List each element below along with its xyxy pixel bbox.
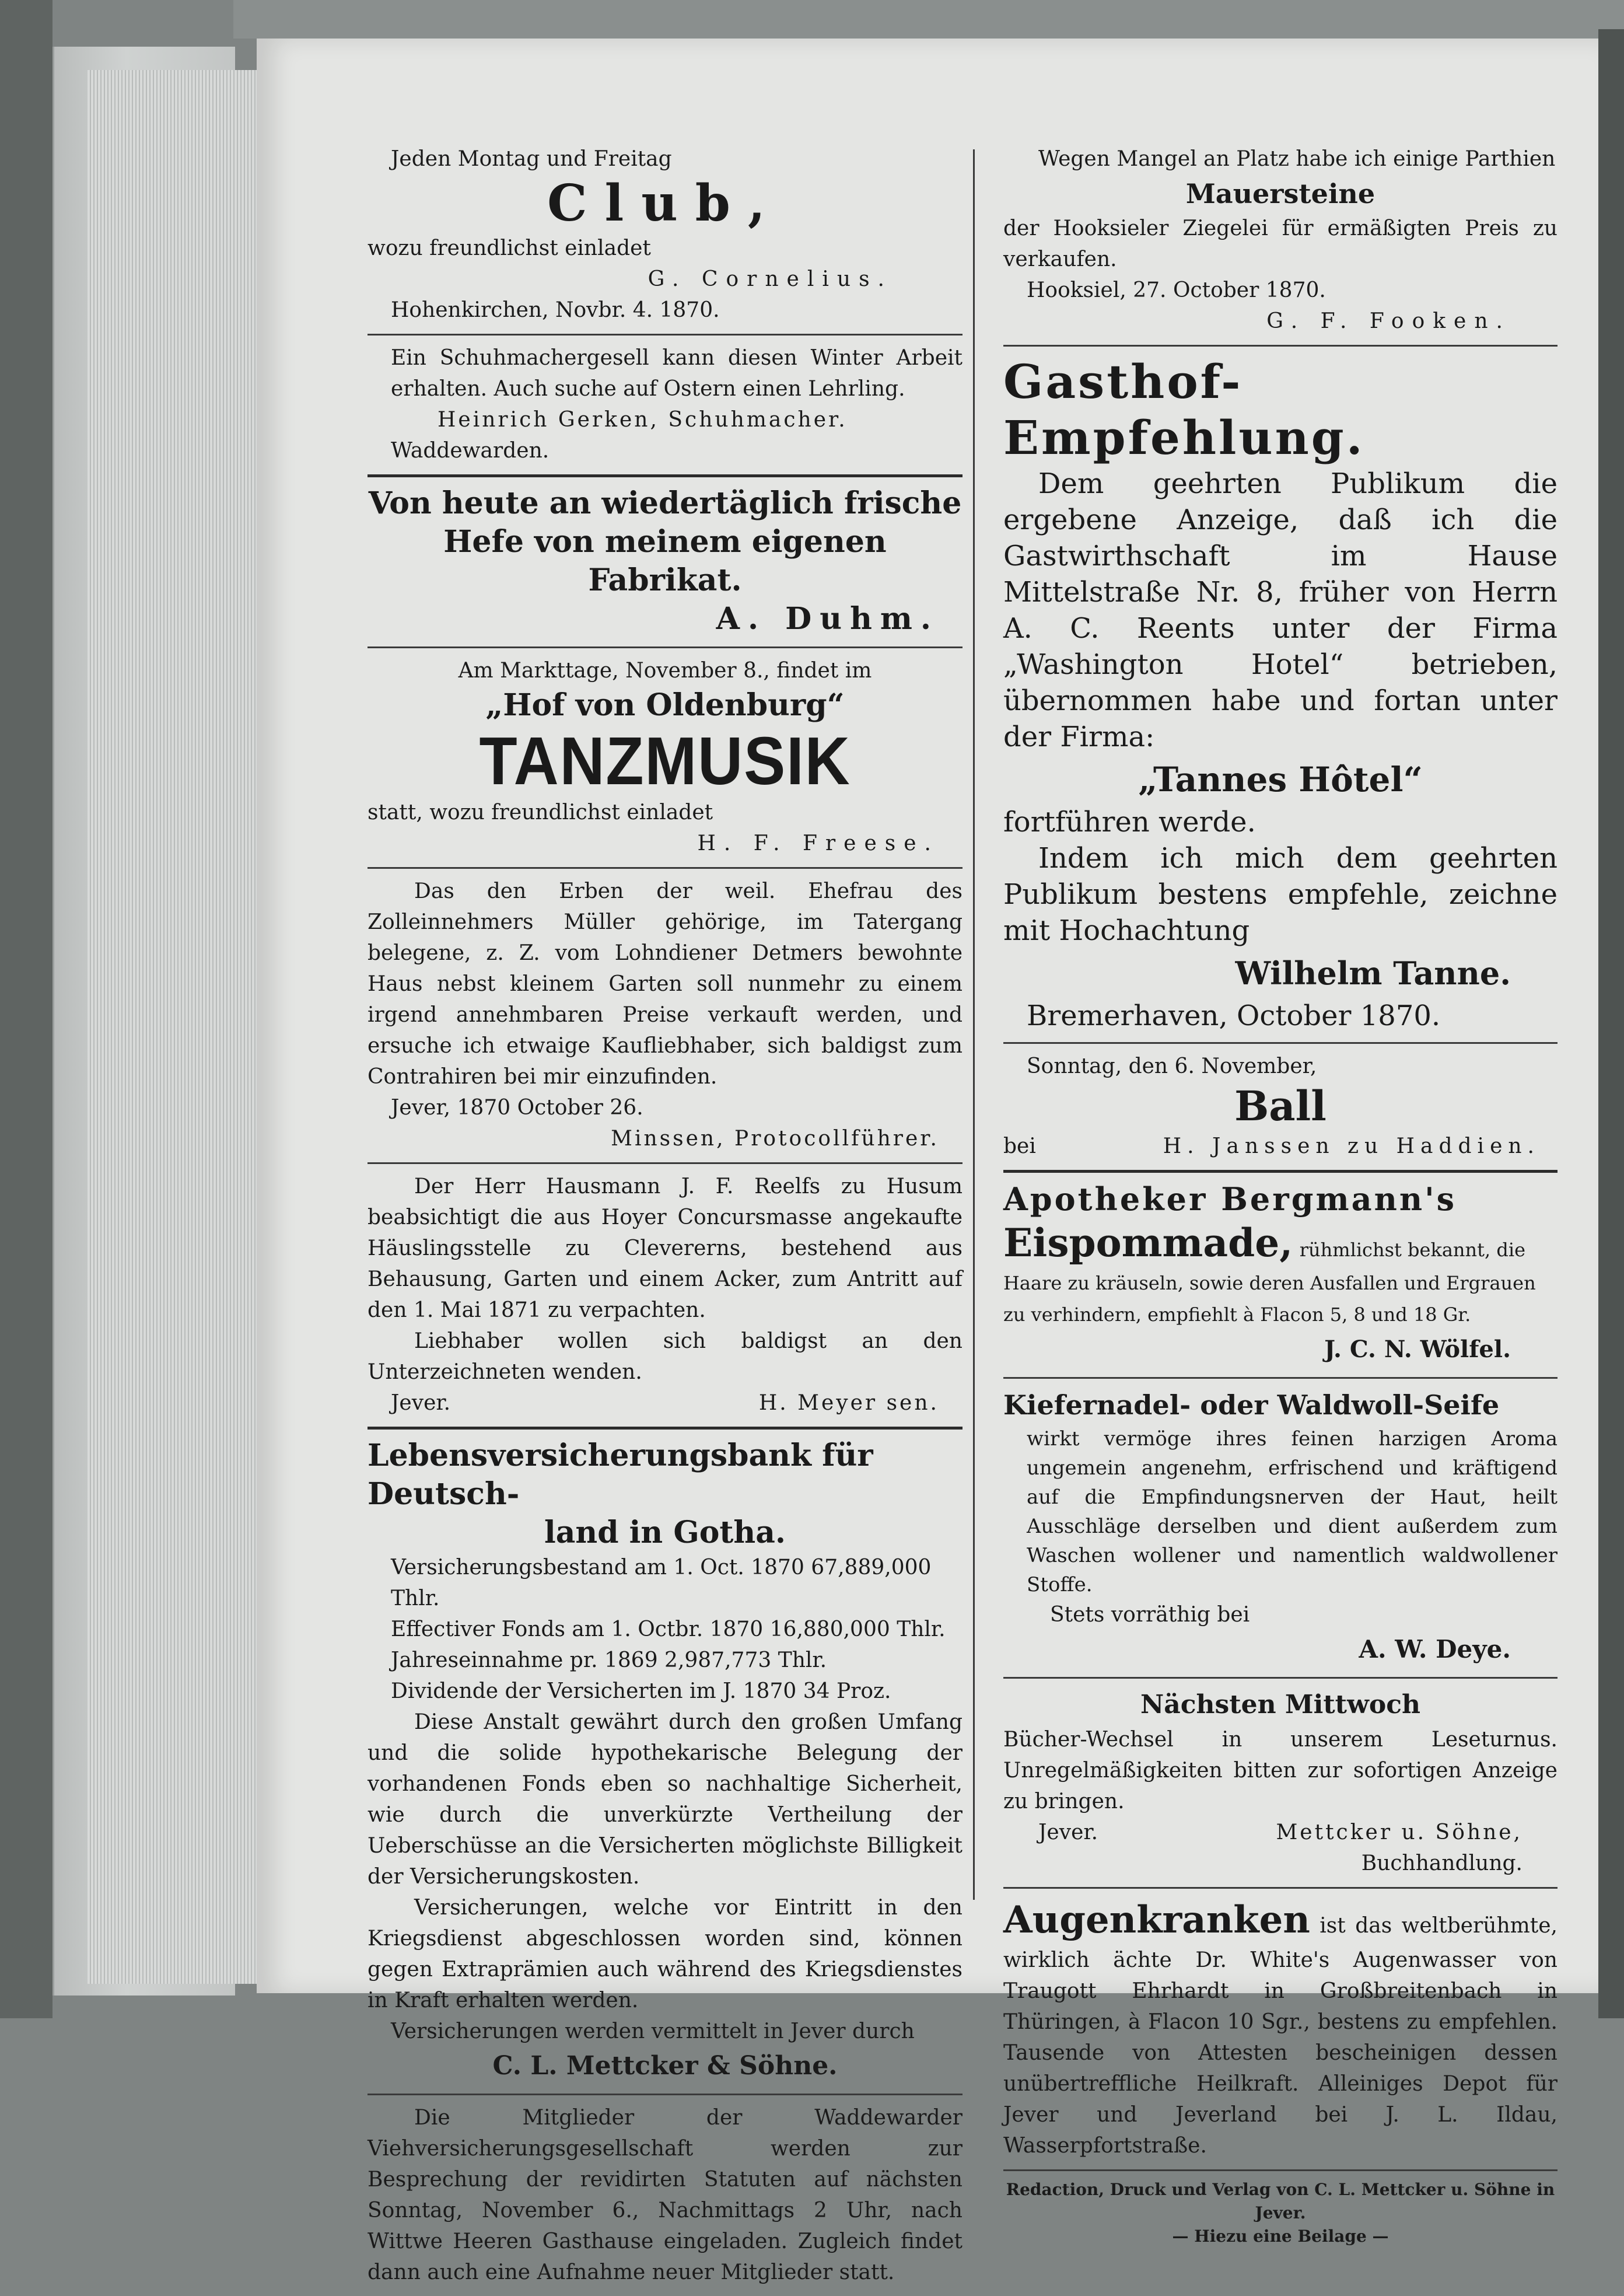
ad-signature: J. C. N. Wölfel. [1324, 1336, 1511, 1363]
ad-club [368, 144, 963, 326]
ad-stat: Versicherungsbestand am 1. Oct. 1870 67,889,000 Thlr. [391, 1556, 932, 1610]
supplement-note: — Hiezu eine Beilage — [1172, 2227, 1389, 2246]
ad-divider [1003, 1042, 1558, 1044]
ad-divider [368, 2094, 963, 2095]
ad-divider [368, 474, 963, 477]
ad-title: Gasthof-Empfehlung. [1003, 354, 1365, 465]
ad-ball [1003, 1051, 1558, 1162]
page-edges [88, 70, 262, 1984]
ad-venue: „Hof von Oldenburg“ [485, 687, 845, 723]
ad-text: Bücher-Wechsel in unserem Leseturnus. Unregelmäßigkeiten bitten zur sofortigen Anzeige zu bringen. [1003, 1728, 1558, 1813]
ad-seife [1003, 1386, 1558, 1669]
ad-place-date: Hohenkirchen, Novbr. 4. 1870. [391, 298, 720, 322]
ad-text: Indem ich mich dem geehrten Publikum bestens empfehle, zeichne mit Hochachtung [1003, 842, 1558, 947]
ad-title: Ball [1234, 1082, 1326, 1130]
ad-title: Kiefernadel- oder Waldwoll-Seife [1003, 1389, 1500, 1421]
ad-schuhmacher [368, 343, 963, 466]
ad-place-date: Hooksiel, 27. October 1870. [1027, 278, 1326, 302]
column-divider [973, 149, 975, 1900]
ad-title: land in Gotha. [544, 1515, 786, 1550]
ad-divider [368, 867, 963, 869]
ad-title: Eispommade, [1003, 1220, 1293, 1266]
ad-viehversicherung [368, 2102, 963, 2288]
book-cover-left [0, 0, 52, 2018]
ad-text: statt, wozu freundlichst einladet [368, 801, 713, 824]
ad-signature: Buchhandlung. [1361, 1851, 1522, 1875]
ad-divider [1003, 1170, 1558, 1173]
right-background [1598, 29, 1624, 2018]
ad-signature: G. F. Fooken. [1266, 309, 1511, 333]
ad-signature: H. Janssen zu Haddien. [1163, 1134, 1540, 1158]
ad-text: wirkt vermöge ihres feinen harzigen Aroma ungemein angenehm, erfrischend und kräftigend auf die Empfindungsnerven der Haut, heilt Ausschläge derselben und dient außerdem zum Waschen wollener und namentlich waldwollener Stoffe. [1027, 1427, 1558, 1596]
ad-place-date: Bremerhaven, October 1870. [1027, 1000, 1441, 1032]
ad-title: Club, [547, 174, 783, 233]
ad-divider [368, 1162, 963, 1164]
ad-title: Nächsten Mittwoch [1140, 1690, 1420, 1720]
ad-gasthof [1003, 354, 1558, 1034]
ad-text: Wegen Mangel an Platz habe ich einige Parthien [1038, 147, 1556, 171]
ad-text: Versicherungen werden vermittelt in Jever durch [391, 2019, 915, 2043]
ad-hefe [368, 484, 963, 638]
ad-text: Versicherungen, welche vor Eintritt in den Kriegsdienst abgeschlossen worden sind, können gegen Extraprämien auch während des Kriegsdienstes in Kraft erhalten werden. [368, 1896, 963, 2012]
ad-divider [1003, 345, 1558, 347]
ad-text: Diese Anstalt gewährt durch den großen Umfang und die solide hypothekarische Belegung der vorhandenen Fonds eben so nachhaltige Sicherheit, wie durch die unverkürzte Vertheilung der Ueberschüsse an die Versicherten möglichste Billigkeit der Versicherungskosten. [368, 1710, 963, 1889]
ad-place: Waddewarden. [391, 439, 550, 463]
ad-text: Stets vorräthig bei [1050, 1603, 1250, 1627]
ad-title: Augenkranken [1003, 1898, 1310, 1942]
ad-title: Von heute an wiedertäglich frische [368, 485, 962, 521]
ad-title: Hefe von meinem eigenen Fabrikat. [443, 524, 887, 598]
ad-verpachtung [368, 1171, 963, 1418]
ad-mauersteine [1003, 144, 1558, 337]
ad-text: Der Herr Hausmann J. F. Reelfs zu Husum beabsichtigt die aus Hoyer Concursmasse angekaufte Häuslingsstelle zu Clevererns, bestehend aus Behausung, Garten und einem Acker, zum Antritt auf den 1. Mai 1871 zu verpachten. [368, 1175, 963, 1322]
ad-divider [1003, 1377, 1558, 1379]
ad-text: ist das weltberühmte, wirklich ächte Dr. White's Augenwasser von Traugott Ehrhardt in Großbreitenbach in Thüringen, à Flacon 10 Sgr., bestens zu empfehlen. Tausende von Attesten bescheinigen dessen unübertreffliche Heilkraft. Alleiniges Depot für Jever und Jeverland bei J. L. Ildau, Wasserpfortstraße. [1003, 1914, 1558, 2158]
ad-hotel-name: „Tannes Hôtel“ [1138, 760, 1423, 799]
ad-lebensversicherung [368, 1437, 963, 2085]
ad-signature: Wilhelm Tanne. [1235, 955, 1511, 992]
ad-signature: Mettcker u. Söhne, [1276, 1820, 1522, 1844]
ad-text: Das den Erben der weil. Ehefrau des Zolleinnehmers Müller gehörige, im Tatergang belegene, z. Z. vom Lohndiener Detmers bewohnte Haus nebst kleinem Garten soll nunmehr zu einem irgend annehmbaren Preise verkauft werden, und ersuche ich etwaige Kaufliebhaber, sich baldigst zum Contrahiren bei mir einzufinden. [368, 879, 963, 1089]
ad-text: wozu freundlichst einladet [368, 236, 651, 260]
ad-divider [1003, 2169, 1558, 2171]
ad-signature: H. F. Freese. [697, 831, 939, 855]
ad-signature: C. L. Mettcker & Söhne. [492, 2051, 838, 2081]
ad-title: TANZMUSIK [479, 723, 851, 799]
ad-stat: Effectiver Fonds am 1. Octbr. 1870 16,880,000 Thlr. [391, 1617, 946, 1641]
ad-text: Sonntag, den 6. November, [1027, 1054, 1317, 1078]
ad-text: Am Markttage, November 8., findet im [458, 659, 872, 683]
ad-title: Lebensversicherungsbank für Deutsch- [368, 1438, 873, 1512]
ad-augenwasser [1003, 1896, 1558, 2161]
ad-signature: H. Meyer sen. [758, 1391, 939, 1415]
ad-title: Mauersteine [1185, 178, 1376, 209]
ad-haus-verkauf [368, 876, 963, 1154]
ad-text: Jeden Montag und Freitag [391, 147, 672, 171]
ad-divider [368, 646, 963, 648]
ad-text: Liebhaber wollen sich baldigst an den Unterzeichneten wenden. [368, 1329, 963, 1384]
left-column [368, 144, 963, 2296]
ad-divider [368, 1427, 963, 1430]
ad-eispommade [1003, 1180, 1558, 1369]
ad-place: Jever. [391, 1391, 451, 1415]
ad-signature: A. Duhm. [716, 601, 939, 637]
ad-text: bei [1003, 1134, 1036, 1158]
ad-signature: Heinrich Gerken, Schuhmacher. [438, 408, 848, 432]
ad-signature: G. Cornelius. [648, 267, 892, 291]
ad-text: der Hooksieler Ziegelei für ermäßigten Preis zu verkaufen. [1003, 216, 1558, 271]
ad-text: fortführen werde. [1003, 806, 1256, 838]
ad-title: Apotheker Bergmann's [1003, 1180, 1457, 1218]
ad-divider [1003, 1887, 1558, 1889]
ad-signature: A. W. Deye. [1359, 1635, 1511, 1664]
ad-tanzmusik [368, 655, 963, 859]
ad-leseturnus [1003, 1686, 1558, 1879]
ad-signature: Minssen, Protocollführer. [611, 1127, 939, 1151]
ad-divider [1003, 1677, 1558, 1679]
right-column [1003, 144, 1558, 2256]
newspaper-page [257, 39, 1598, 2284]
ad-text: Die Mitglieder der Waddewarder Viehversicherungsgesellschaft werden zur Besprechung der revidirten Statuten auf nächsten Sonntag, November 6., Nachmittags 2 Uhr, nach Wittwe Heeren Gasthause eingeladen. Zugleich findet dann auch eine Aufnahme neuer Mitglieder statt. [368, 2106, 963, 2284]
ad-place-date: Jever, 1870 October 26. [391, 1096, 643, 1120]
ad-divider [368, 334, 963, 336]
imprint-text: Redaction, Druck und Verlag von C. L. Mettcker u. Söhne in Jever. [1006, 2180, 1555, 2222]
ad-place: Jever. [1038, 1820, 1098, 1844]
top-background [233, 0, 1624, 39]
imprint [1003, 2178, 1558, 2248]
ad-stat: Jahreseinnahme pr. 1869 2,987,773 Thlr. [391, 1648, 827, 1672]
ad-text: Ein Schuhmachergesell kann diesen Winter Arbeit erhalten. Auch suche auf Ostern einen Lehrling. [391, 346, 963, 401]
ad-text: rühmlichst bekannt, die Haare zu kräuseln, sowie deren Ausfallen und Ergrauen zu verhindern, empfiehlt à Flacon 5, 8 und 18 Gr. [1003, 1239, 1536, 1326]
ad-stat: Dividende der Versicherten im J. 1870 34 Proz. [391, 1679, 891, 1703]
ad-text: Dem geehrten Publikum die ergebene Anzeige, daß ich die Gastwirthschaft im Hause Mittelstraße Nr. 8, früher von Herrn A. C. Reents unter der Firma „Washington Hotel“ betrieben, übernommen habe und fortan unter der Firma: [1003, 467, 1558, 753]
